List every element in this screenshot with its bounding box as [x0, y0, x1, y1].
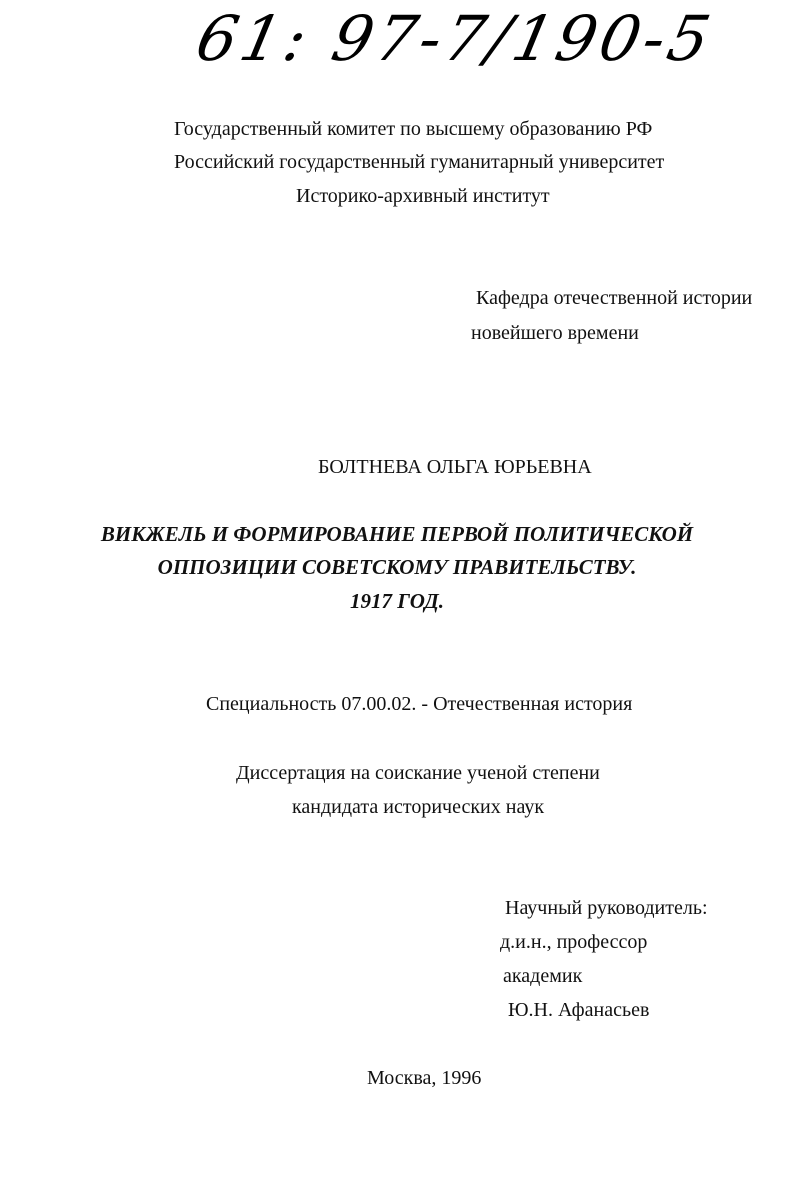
supervisor-degree: д.и.н., профессор — [500, 931, 648, 953]
supervisor-rank: академик — [503, 965, 583, 987]
author-name: БОЛТНЕВА ОЛЬГА ЮРЬЕВНА — [318, 456, 592, 478]
title-line-2: ОППОЗИЦИИ СОВЕТСКОМУ ПРАВИТЕЛЬСТВУ. — [157, 555, 637, 579]
header-line-1: Государственный комитет по высшему образованию РФ — [174, 118, 653, 140]
specialty: Специальность 07.00.02. - Отечественная история — [206, 693, 633, 715]
department-line-1: Кафедра отечественной истории — [476, 287, 753, 309]
header-line-3: Историко-архивный институт — [296, 185, 550, 207]
place-year: Москва, 1996 — [367, 1067, 482, 1089]
degree-line-2: кандидата исторических наук — [292, 796, 545, 818]
department-line-2: новейшего времени — [471, 322, 639, 344]
header-line-2: Российский государственный гуманитарный университет — [174, 151, 665, 173]
degree-line-1: Диссертация на соискание ученой степени — [236, 762, 600, 784]
title-line-3: 1917 ГОД. — [350, 589, 444, 613]
title-line-1: ВИКЖЕЛЬ И ФОРМИРОВАНИЕ ПЕРВОЙ ПОЛИТИЧЕСКОЙ — [100, 522, 694, 546]
handwritten-catalog-number: 61: 97-7/190-5 — [190, 2, 721, 75]
supervisor-label: Научный руководитель: — [505, 897, 708, 919]
supervisor-name: Ю.Н. Афанасьев — [508, 999, 650, 1021]
